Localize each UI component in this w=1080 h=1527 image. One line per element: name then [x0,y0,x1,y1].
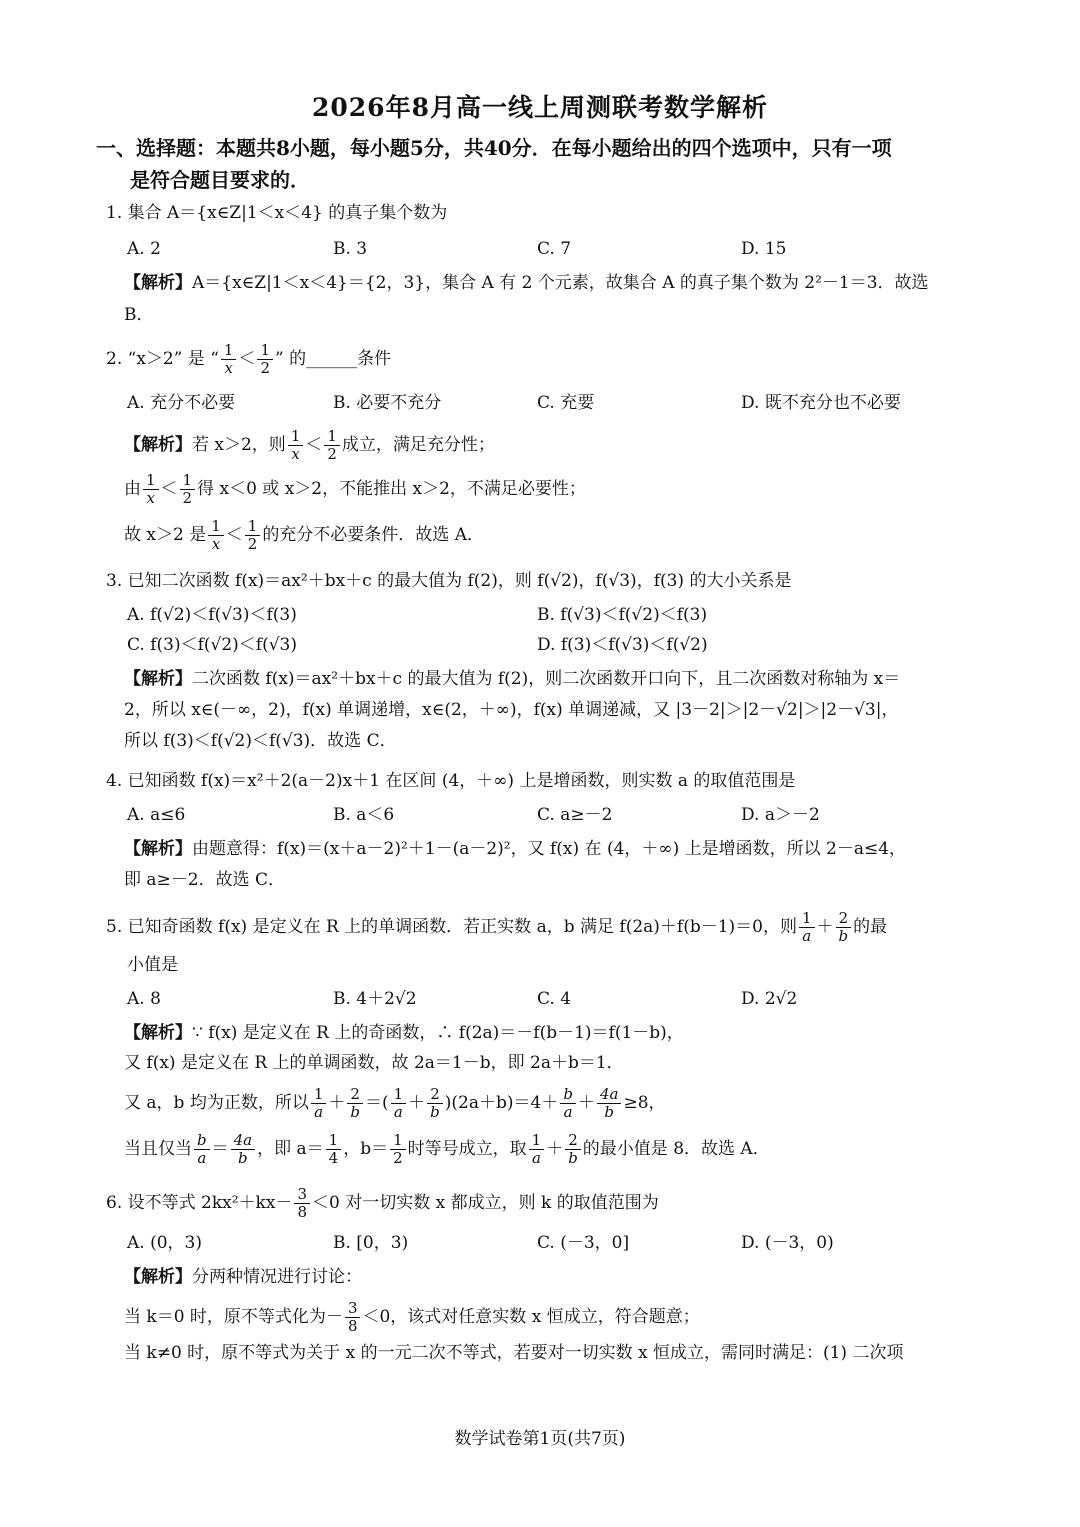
section-heading [96,132,996,196]
fraction: $\frac{1}{2}$ [180,472,196,507]
q2-stem: 2. “x＞2” 是 “ $\frac{1}{x}$ ＜ $\frac{1}{2}$ ” 的______条件 [106,341,392,377]
solution-tag: 【解析】 [124,1267,192,1287]
fraction: $\frac{1}{x}$ [143,472,159,507]
q2-solution-line3: 故 x＞2 是 $\frac{1}{x}$ ＜ $\frac{1}{2}$ 的充分不必要条件．故选 A． [124,517,484,553]
fraction: $\frac{1}{4}$ [326,1132,342,1167]
fraction: $\frac{2}{b}$ [836,910,852,945]
q1-option-c: C. 7 [537,239,572,259]
q2-solution-line2: 由 $\frac{1}{x}$ ＜ $\frac{1}{2}$ 得 x＜0 或 x＞2，不能推出 x＞2，不满足必要性； [124,471,586,507]
fraction: $\frac{1}{a}$ [391,1086,407,1121]
q1-option-d: D. 15 [741,239,787,259]
q3-solution-line1: 【解析】二次函数 f(x)＝ax²＋bx＋c 的最大值为 f(2)，则二次函数开口向下，且二次函数对称轴为 x＝ [124,669,901,689]
fraction: $\frac{b}{a}$ [194,1132,210,1167]
q5-option-b: B. 4＋2√2 [333,989,417,1009]
q5-stem: 5. 已知奇函数 f(x) 是定义在 R 上的单调函数．若正实数 a，b 满足 f(2a)＋f(b－1)＝0，则 $\frac{1}{a}$ ＋ $\frac{2}{b}$ 的最 [106,909,888,945]
q6-option-c: C. (－3，0] [537,1233,630,1253]
q2-option-d: D. 既不充分也不必要 [741,393,901,413]
q3-stem: 3. 已知二次函数 f(x)＝ax²＋bx＋c 的最大值为 f(2)，则 f(√2)，f(√3)，f(3) 的大小关系是 [106,571,792,591]
q1-option-b: B. 3 [333,239,368,259]
q3-solution-line2: 2，所以 x∈(－∞，2)，f(x) 单调递增，x∈(2，＋∞)，f(x) 单调递减，又 |3－2|＞|2－√2|＞|2－√3|， [124,700,899,720]
q5-option-c: C. 4 [537,989,572,1009]
q4-option-a: A. a≤6 [127,805,186,825]
q6-option-b: B. [0，3) [333,1233,409,1253]
fraction: $\frac{1}{2}$ [324,428,340,463]
q5-solution-line2: 又 f(x) 是定义在 R 上的单调函数，故 2a＝1－b，即 2a＋b＝1． [124,1053,624,1073]
page-footer: 数学试卷第1页(共7页) [454,1429,626,1449]
fraction: $\frac{1}{x}$ [208,518,224,553]
fraction: $\frac{1}{a}$ [311,1086,327,1121]
q3-solution-line3: 所以 f(3)＜f(√2)＜f(√3)．故选 C． [124,731,397,751]
fraction: $\frac{1}{a}$ [529,1132,545,1167]
solution-tag: 【解析】 [124,435,192,455]
q5-option-a: A. 8 [127,989,161,1009]
fraction: $\frac{2}{b}$ [565,1132,581,1167]
q6-solution-line3: 当 k≠0 时，原不等式为关于 x 的一元二次不等式，若要对一切实数 x 恒成立，需同时满足：(1) 二次项 [124,1343,904,1363]
section-heading-line1: 一、选择题：本题共8小题，每小题5分，共40分．在每小题给出的四个选项中，只有一项 [96,136,892,160]
fraction: $\frac{1}{2}$ [257,342,273,377]
q4-solution-line1: 【解析】由题意得：f(x)＝(x＋a－2)²＋1－(a－2)²，又 f(x) 在 (4，＋∞) 上是增函数，所以 2－a≤4， [124,839,907,859]
section-heading-line2: 是符合题目要求的． [130,168,310,192]
q3-option-c: C. f(3)＜f(√2)＜f(√3) [127,635,297,655]
q1-solution-line2: B． [124,305,154,325]
fraction: $\frac{3}{8}$ [294,1186,310,1221]
fraction: $\frac{1}{a}$ [799,910,815,945]
q5-stem-line2: 小值是 [127,955,178,975]
fraction: $\frac{b}{a}$ [560,1086,576,1121]
page-title: 2026年8月高一线上周测联考数学解析 [312,93,768,122]
q5-option-d: D. 2√2 [741,989,798,1009]
q2-option-a: A. 充分不必要 [127,393,236,413]
q4-option-d: D. a＞－2 [741,805,820,825]
q4-option-b: B. a＜6 [333,805,395,825]
fraction: $\frac{2}{b}$ [347,1086,363,1121]
fraction: $\frac{3}{8}$ [345,1300,361,1335]
q1-solution-line1: 【解析】A＝{x∈Z|1＜x＜4}＝{2，3}，集合 A 有 2 个元素，故集合 A 的真子集个数为 2²－1＝3．故选 [124,273,929,293]
fraction: $\frac{1}{2}$ [390,1132,406,1167]
q2-option-c: C. 充要 [537,393,595,413]
solution-tag: 【解析】 [124,669,192,689]
fraction: $\frac{2}{b}$ [427,1086,443,1121]
q3-option-b: B. f(√3)＜f(√2)＜f(3) [537,605,708,625]
solution-tag: 【解析】 [124,1023,192,1043]
q3-option-d: D. f(3)＜f(√3)＜f(√2) [537,635,708,655]
q5-solution-line4: 当且仅当 $\frac{b}{a}$ ＝ $\frac{4a}{b}$ ，即 a＝ $\frac{1}{4}$ ，b＝ $\frac{1}{2}$ 时等号成立，取 $\frac{1}{a}$ ＋ $\frac{2}{b}$ 的最小值是 8．故选 A． [124,1131,770,1167]
q6-stem: 6. 设不等式 2kx²＋kx－ $\frac{3}{8}$ ＜0 对一切实数 x 都成立，则 k 的取值范围为 [106,1185,659,1221]
q6-option-d: D. (－3，0) [741,1233,834,1253]
fraction: $\frac{4a}{b}$ [597,1086,622,1121]
q1-stem: 1. 集合 A＝{x∈Z|1＜x＜4} 的真子集个数为 [106,203,448,223]
q5-solution-line1: 【解析】∵ f(x) 是定义在 R 上的奇函数，∴ f(2a)＝－f(b－1)＝f(1－b)， [124,1023,684,1043]
fraction: $\frac{1}{x}$ [221,342,237,377]
solution-tag: 【解析】 [124,839,192,859]
q2-solution-line1: 【解析】若 x＞2，则 $\frac{1}{x}$ ＜ $\frac{1}{2}$ 成立，满足充分性； [124,427,495,463]
q2-option-b: B. 必要不充分 [333,393,442,413]
solution-tag: 【解析】 [124,273,192,293]
q3-option-a: A. f(√2)＜f(√3)＜f(3) [127,605,297,625]
q1-option-a: A. 2 [127,239,161,259]
q4-option-c: C. a≥－2 [537,805,613,825]
q6-solution-line1: 【解析】分两种情况进行讨论： [124,1267,362,1287]
fraction: $\frac{4a}{b}$ [231,1132,256,1167]
q4-stem: 4. 已知函数 f(x)＝x²＋2(a－2)x＋1 在区间 (4，＋∞) 上是增函数，则实数 a 的取值范围是 [106,771,796,791]
q4-solution-line2: 即 a≥－2．故选 C． [124,870,286,890]
fraction: $\frac{1}{2}$ [245,518,261,553]
q5-solution-line3: 又 a，b 均为正数，所以 $\frac{1}{a}$ ＋ $\frac{2}{b}$ ＝( $\frac{1}{a}$ ＋ $\frac{2}{b}$ )(2a＋b)＝4＋ $\frac{b}{a}$ ＋ $\frac{4a}{b}$ ≥8， [124,1085,666,1121]
q6-option-a: A. (0，3) [127,1233,202,1253]
fraction: $\frac{1}{x}$ [288,428,304,463]
q6-solution-line2: 当 k＝0 时，原不等式化为－ $\frac{3}{8}$ ＜0，该式对任意实数 x 恒成立，符合题意； [124,1299,700,1335]
